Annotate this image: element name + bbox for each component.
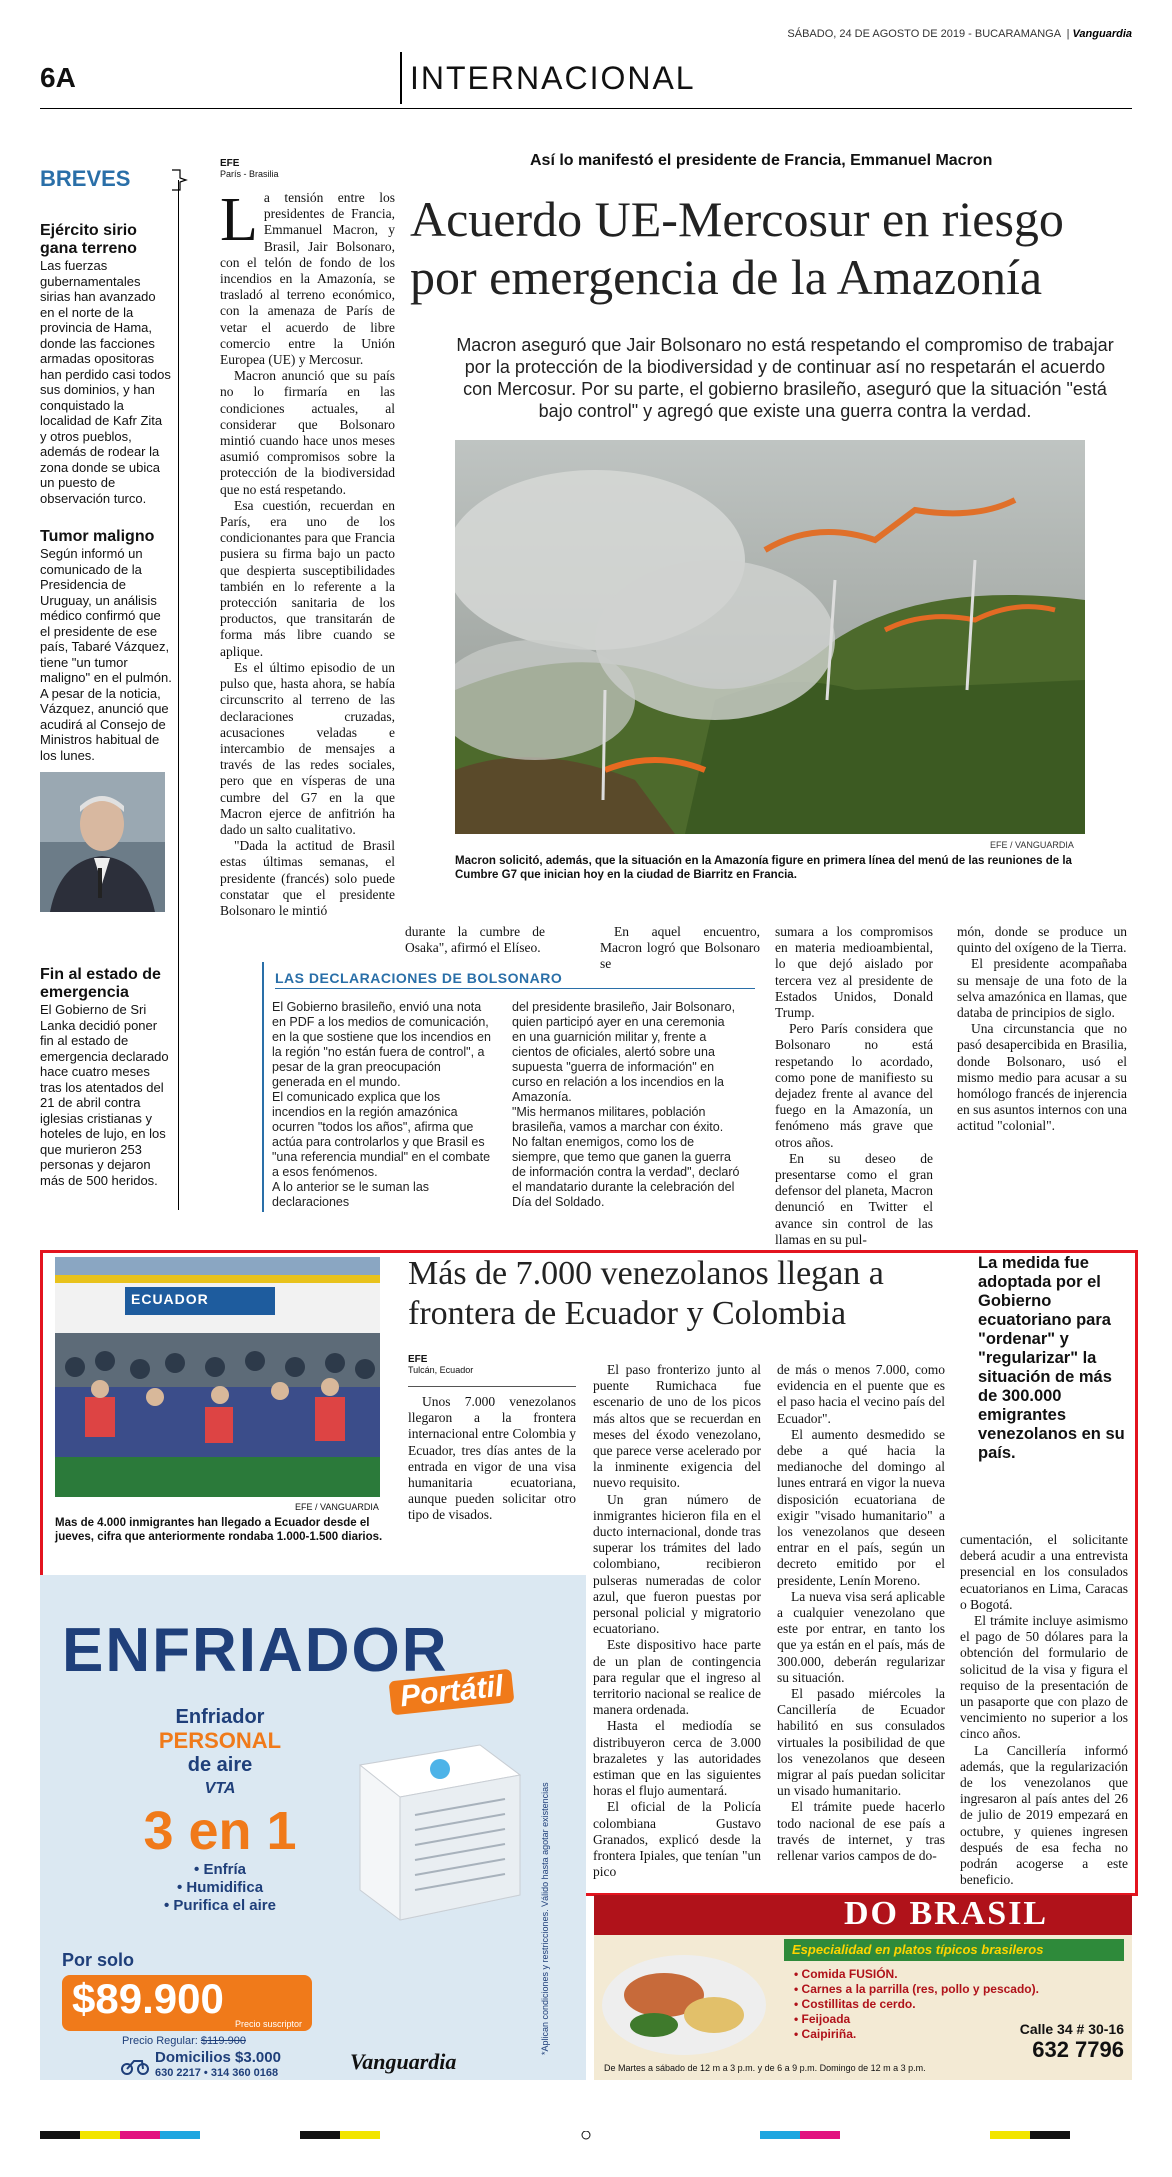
food-plate-icon	[594, 1935, 774, 2065]
brief-item	[40, 222, 172, 506]
date-text: SÁBADO, 24 DE AGOSTO DE 2019 - BUCARAMANGA	[787, 28, 1061, 40]
brief-body: Según informó un comunicado de la Presidencia de Uruguay, un análisis médico confirmó que el presidente de ese país, Tabaré Vázquez, tiene "un tumor maligno" en el pulmón. A pesar de la noticia, Vázquez, anunció que acudirá al Consejo de Ministros habitual de los lunes.	[40, 546, 172, 763]
ad-price: $89.900	[72, 1975, 224, 2022]
brief-item	[40, 528, 172, 763]
paragraph: Es el último episodio de un pulso que, hasta ahora, se había circunscrito al terreno de las declaraciones cruzadas, acusaciones veladas e intercambio de mensajes a través de las redes sociales, pero que en vísperas de una cumbre del G7 en la que Macron ejerce de anfitrión ha dado un salto cualitativo.	[220, 659, 395, 837]
ad-enfriador[interactable]	[40, 1575, 586, 2080]
ad-line-2: PERSONAL	[158, 1728, 282, 1753]
brief-title: Tumor maligno	[40, 528, 155, 545]
ad-advertiser: Vanguardia	[350, 2049, 457, 2074]
related-column-2	[512, 1000, 740, 1210]
paragraph: món, donde se produce un quinto del oxígeno de la Tierra.	[957, 924, 1127, 956]
paragraph: El comunicado explica que los incendios en la región amazónica ocurren "todos los años", afirma que actúa para controlarlos y que Brasil es "una referencia mundial" en el combate a esos fenómenos.	[272, 1090, 491, 1179]
ad-brasil-tagline: Especialidad en platos típicos brasileros	[792, 1942, 1044, 1957]
paragraph: El pasado miércoles la Cancillería de Ecuador habilitó en sus consulados virtuales la posibilidad de que los venezolanos que deseen migrar al país puedan solicitar un visado humanitario.	[777, 1686, 945, 1799]
brief-title: Ejército sirio gana terreno	[40, 222, 137, 257]
agency: EFE	[220, 158, 240, 169]
ad-disclaimer: *Aplican condiciones y restricciones. Válido hasta agotar existencias	[540, 1782, 550, 2055]
ad-regular	[122, 2035, 246, 2047]
breves-label: BREVES	[40, 166, 131, 191]
paragraph: Este dispositivo hace parte de un plan de contingencia para regular que el ingreso al territorio nacional se realice de manera ordenada.	[593, 1637, 761, 1718]
bracket-icon	[170, 168, 190, 192]
brief-body: Las fuerzas gubernamentales sirias han avanzado en el norte de la provincia de Hama, donde las facciones armadas opositoras han perdido casi todos sus dominios, y han conquistado la localidad de Kafr Zita y otros pueblos, además de rodear la zona donde se ubica un puesto de observación turco.	[40, 258, 171, 506]
related-box-rule	[262, 962, 264, 1212]
ad-feature: • Humidifica	[176, 1879, 264, 1896]
main-headline: Acuerdo UE-Mercosur en riesgo por emergencia de la Amazonía	[410, 191, 1064, 305]
ad-delivery	[155, 2049, 281, 2066]
paragraph: a tensión entre los presidentes de Francia, Emmanuel Macron, y Brasil, Jair Bolsonaro, con el telón de fondo de los incendios en la Amazonía, se trasladó al terreno económico, con la amenaza de París de vetar el acuerdo de libre comercio entre la Unión Europea (UE) y Mercosur.	[220, 190, 395, 368]
ad-line-3: de aire	[187, 1754, 253, 1776]
amazon-fire-photo	[455, 440, 1085, 834]
paragraph: El trámite incluye asimismo el pago de 50 dólares para la obtención del formulario de solicitud de la visa y figura el requiso de la presentación de un pasaporte que con plazo de vencimiento no superior a los cinco años.	[960, 1613, 1128, 1742]
second-column-2	[593, 1362, 761, 1881]
paragraph: El oficial de la Policía colombiana Gustavo Granados, explicó desde la frontera Ipiales, que tenían "un pico	[593, 1799, 761, 1880]
paragraph: durante la cumbre de Osaka", afirmó el Elíseo.	[405, 924, 545, 956]
ad-title: ENFRIADOR	[62, 1616, 449, 1685]
ad-brasil-item: • Carnes a la parrilla (res, pollo y pescado).	[794, 1982, 1039, 1996]
ad-brasil-address: Calle 34 # 30-16	[1019, 2021, 1124, 2037]
paragraph: "Mis hermanos militares, población brasileña, vamos a marchar con éxito. No faltan enemigos, como los de siempre, que temo que ganen la guerra de información contra la verdad", declaró el mandatario durante la celebración del Día del Soldado.	[512, 1105, 740, 1209]
body-column-3	[600, 924, 760, 973]
ad-phones: 630 2217 • 314 360 0168	[155, 2067, 279, 2079]
photo-sign: ECUADOR	[131, 1291, 209, 1307]
paragraph: El trámite puede hacerlo todo nacional de ese país a través de internet, y tras rellenar varios campos de do-	[777, 1799, 945, 1864]
body-column-2	[405, 924, 545, 956]
paragraph: de más o menos 7.000, como evidencia en el puente que es el paso hacia el vecino país del Ecuador".	[777, 1362, 945, 1426]
photo-caption: Mas de 4.000 inmigrantes han llegado a Ecuador desde el jueves, cifra que anteriormente rondaba 1.000-1.500 diarios.	[55, 1517, 383, 1543]
air-cooler-icon	[330, 1725, 530, 1935]
ad-brasil-contact	[1009, 2021, 1124, 2063]
related-box-underline	[275, 988, 755, 989]
ad-price-sub: Precio suscriptor	[234, 2019, 302, 2029]
dateline: SÁBADO, 24 DE AGOSTO DE 2019 - BUCARAMANGA | Vanguardia	[787, 28, 1132, 40]
ad-badge: Portátil	[389, 1669, 515, 1716]
ad-delivery-label: Domicilios	[155, 2049, 231, 2066]
paragraph: En su deseo de presentarse como el gran defensor del planeta, Macron denunció en Twitter el avance sin control de las llamas en su pul-	[775, 1150, 933, 1247]
ad-brasil-tagline-bar	[784, 1939, 1124, 1961]
paragraph: El presidente acompañaba su mensaje de una foto de la selva amazónica en llamas, que databa de principios de siglo.	[957, 956, 1127, 1021]
ad-brasil-item: • Comida FUSIÓN.	[794, 1967, 898, 1981]
second-column-1	[408, 1394, 576, 1524]
paragraph: Un gran número de inmigrantes hicieron fila en el ducto internacional, donde tras superar los trámites del lado colombiano, recibieron pulseras numeradas de color azul, que fueron puestas por personal policial y migratorio ecuatoriano.	[593, 1491, 761, 1637]
ad-delivery-price: $3.000	[235, 2049, 281, 2066]
motorbike-icon	[120, 2053, 150, 2075]
paragraph: sumara a los compromisos en materia medioambiental, lo que dejó aislado por tercera vez al presidente de Estados Unidos, Donald Trump.	[775, 924, 933, 1021]
second-column-4	[960, 1532, 1128, 1888]
agency: EFE	[408, 1354, 428, 1365]
section-title: INTERNACIONAL	[410, 60, 696, 96]
ad-feature: • Enfría	[194, 1861, 246, 1878]
ad-brand-vta: VTA	[204, 1780, 236, 1797]
ad-line-1: Enfriador	[175, 1706, 265, 1728]
body-column-5	[957, 924, 1127, 1135]
story-credit	[220, 158, 279, 180]
location: París - Brasilia	[220, 169, 279, 179]
ad-brasil-item: • Feijoada	[794, 2012, 851, 2026]
brief-item	[40, 966, 172, 1188]
ad-price-badge	[62, 1975, 312, 2031]
ad-do-brasil[interactable]	[594, 1895, 1132, 2080]
paragraph: Unos 7.000 venezolanos llegaron a la frontera internacional entre Colombia y Ecuador, tres días antes de la entrada en vigor de una visa humanitaria ecuatoriana, aunque pueden solicitar otro tipo de visados.	[408, 1394, 576, 1523]
registration-bar	[40, 2128, 1132, 2138]
ad-regular-label: Precio Regular:	[122, 2035, 198, 2047]
paragraph: Esa cuestión, recuerdan en París, era uno de los condicionantes para que Francia pusiera su firma bajo un pacto que despierta susceptibilidades también en lo referente a la protección sanitaria de los productos, que transitarán de forma más libre cuando se aplique.	[220, 497, 395, 659]
header-rule	[40, 108, 1132, 109]
second-headline: Más de 7.000 venezolanos llegan a frontera de Ecuador y Colombia	[408, 1255, 884, 1332]
dropcap: L	[220, 186, 258, 254]
brief-title: Fin al estado de emergencia	[40, 966, 161, 1001]
ad-brasil-item: • Caipiriña.	[794, 2027, 857, 2041]
paragraph: El aumento desmedido se debe a qué hacia la medianoche del domingo al lunes entrará en vigor la nueva disposición ecuatoriana de exigir "visado humanitario" a los venezolanos que deseen entrar en el país, según un decreto emitido por el presidente, Lenín Moreno.	[777, 1426, 945, 1588]
paragraph: "Dada la actitud de Brasil estas últimas semanas, el presidente (francés) solo puede constatar que el presidente Bolsonaro le mintió	[220, 838, 395, 918]
paragraph: A lo anterior se le suman las declaraciones	[272, 1180, 430, 1209]
story-deck: Macron aseguró que Jair Bolsonaro no está respetando el compromiso de trabajar por la protección de la biodiversidad y de continuar así no respetarán el acuerdo con Mercosur. Por su parte, el gobierno brasileño, aseguró que la situación "está bajo control" y agregó que existe una guerra contra la verdad.	[456, 335, 1114, 421]
second-column-3	[777, 1362, 945, 1864]
paragraph: Una circunstancia que no pasó desapercibida en Brasilia, donde Bolsonaro, usó el mismo medio para acusar a su homólogo francés de injerencia en sus asuntos internos con una actitud "colonial".	[957, 1021, 1127, 1134]
paragraph: Pero París considera que Bolsonaro no está respetando lo acordado, como pone de manifiesto su dejadez frente al avance del fuego en la Amazonía, un fenómeno más grave que otros años.	[775, 1021, 933, 1150]
ad-three-in-one: 3 en 1	[143, 1801, 297, 1861]
breves-divider	[178, 180, 179, 1210]
masthead-brand: Vanguardia	[1072, 28, 1132, 40]
brief-body: El Gobierno de Sri Lanka decidió poner fin al estado de emergencia declarado hace cuatro meses tras los atentados del 21 de abril contra iglesias cristianas y hoteles de lujo, en los que murieron 253 personas y dejaron más de 500 heridos.	[40, 1002, 169, 1188]
section-divider	[400, 52, 402, 104]
paragraph: La Cancillería informó además, que la regularización de los venezolanos que ingresaron al país antes del 26 de julio de 2019 empezará en octubre, y quienes ingresen después de esa fecha no podrán acogerse a este beneficio.	[960, 1742, 1128, 1888]
story-credit	[408, 1354, 473, 1376]
ad-brasil-phone: 632 7796	[1032, 2037, 1124, 2062]
ad-brasil-menu	[794, 1967, 1039, 2042]
related-column-1	[272, 1000, 494, 1210]
paragraph: En aquel encuentro, Macron logró que Bolsonaro se	[600, 924, 760, 972]
ad-features	[100, 1861, 340, 1915]
ad-brasil-name: DO BRASIL	[844, 1895, 1049, 1932]
credit-rule	[408, 1386, 576, 1387]
border-crossing-photo	[55, 1257, 380, 1497]
ad-regular-price: $119.900	[200, 2035, 246, 2047]
paragraph: del presidente brasileño, Jair Bolsonaro, quien participó ayer en una ceremonia en una guarnición militar y, frente a cientos de oficiales, alertó sobre una supuesta "guerra de información" en curso en relación a los incendios en la Amazonía.	[512, 1000, 736, 1104]
photo-credit: EFE / VANGUARDIA	[295, 1502, 379, 1512]
paragraph: cumentación, el solicitante deberá acudir a una entrevista presencial en los consulados ecuatorianos en Lima, Caracas o Bogotá.	[960, 1532, 1128, 1612]
body-column-1	[220, 186, 395, 919]
ad-feature: • Purifica el aire	[164, 1897, 276, 1914]
pull-quote: La medida fue adoptada por el Gobierno ecuatoriano para "ordenar" y "regularizar" la situación de más de 300.000 emigrantes venezolanos en su país.	[978, 1254, 1125, 1462]
ad-price-label: Por solo	[62, 1950, 135, 1970]
paragraph: Macron anunció que su país no lo firmaría en las condiciones actuales, al considerar que Bolsonaro mintió cuando hace unos meses asumió compromisos sobre la protección de la biodiversidad que no está respetando.	[220, 368, 395, 497]
related-box-title: LAS DECLARACIONES DE BOLSONARO	[275, 970, 563, 986]
kicker: Así lo manifestó el presidente de Francia, Emmanuel Macron	[530, 152, 993, 169]
paragraph: Hasta el mediodía se distribuyeron cerca de 3.000 brazaletes y las autoridades estiman que en las siguientes horas el flujo aumentará.	[593, 1718, 761, 1799]
ad-brasil-hours: De Martes a sábado de 12 m a 3 p.m. y de 6 a 9 p.m. Domingo de 12 m a 3 p.m.	[604, 2063, 926, 2073]
photo-credit: EFE / VANGUARDIA	[990, 840, 1074, 850]
photo-caption: Macron solicitó, además, que la situación en la Amazonía figure en primera línea del menú de las reuniones de la Cumbre G7 que inician hoy en la ciudad de Biarritz en Francia.	[455, 855, 1072, 881]
location: Tulcán, Ecuador	[408, 1365, 474, 1375]
page-number: 6A	[40, 62, 76, 93]
paragraph: El paso fronterizo junto al puente Rumichaca fue escenario de uno de los picos más altos que se recuerdan en meses del éxodo venezolano, que parece verse acelerado por la inminente exigencia del nuevo requisito.	[593, 1362, 761, 1491]
paragraph: La nueva visa será aplicable a cualquier venezolano que este por entrar, en tanto los que ya están en el país, más de 300.000, deberán regularizar su situación.	[777, 1588, 945, 1685]
paragraph: El Gobierno brasileño, envió una nota en PDF a los medios de comunicación, en la que sostiene que los incendios en la región "no están fuera de control", a pesar de la gran preocupación generada en el mundo.	[272, 1000, 491, 1089]
body-column-4	[775, 924, 933, 1248]
ad-product-lines	[100, 1705, 340, 1915]
vazquez-photo	[40, 772, 165, 912]
ad-brasil-item: • Costillitas de cerdo.	[794, 1997, 916, 2011]
ad-disclaimer-wrap	[540, 1782, 554, 2075]
